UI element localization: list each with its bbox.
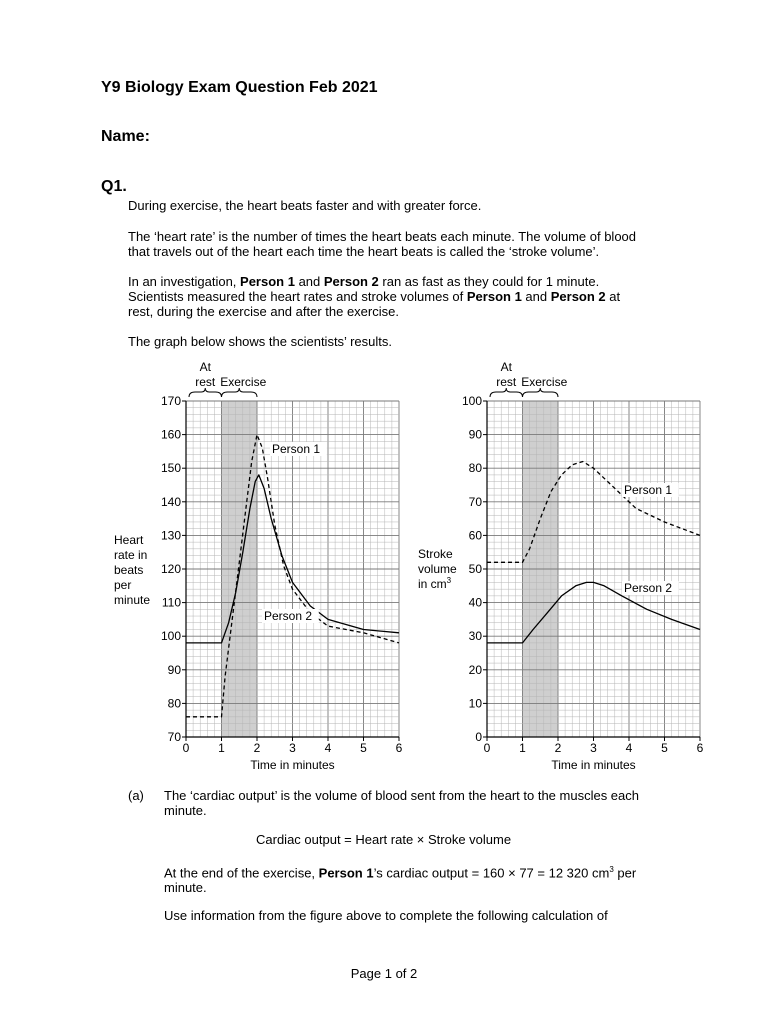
x-tick-label: 4 (324, 741, 332, 755)
text-fragment: at (605, 289, 621, 304)
text-fragment: and (294, 274, 324, 289)
y-axis-label-line: per (114, 578, 132, 592)
cardiac-output-formula: Cardiac output = Heart rate × Stroke volume (256, 832, 512, 847)
x-tick-label: 6 (395, 741, 403, 755)
cubed-superscript: 3 (609, 865, 614, 874)
investigation-line-3: rest, during the exercise and after the exercise. (128, 304, 399, 319)
series-label-2: Person 2 (264, 609, 313, 623)
y-tick-label: 20 (468, 662, 482, 677)
part-a-label: (a) (128, 788, 144, 803)
x-tick-label: 1 (519, 741, 526, 755)
at-rest-label: rest (496, 375, 517, 389)
part-a-line-2: minute. (164, 803, 207, 818)
y-tick-label: 160 (160, 427, 181, 442)
y-tick-label: 50 (468, 562, 482, 576)
x-tick-label: 1 (218, 741, 225, 755)
x-tick-label: 2 (253, 741, 261, 755)
y-tick-label: 90 (468, 427, 482, 442)
at-rest-label: rest (195, 375, 216, 389)
name-label: Name: (101, 128, 150, 145)
y-tick-label: 40 (468, 595, 482, 610)
y-tick-label: 110 (161, 595, 181, 610)
y-tick-label: 10 (468, 696, 482, 711)
series-label-2: Person 2 (624, 581, 673, 595)
y-tick-label: 60 (468, 528, 482, 543)
x-tick-label: 0 (483, 741, 491, 755)
y-tick-label: 80 (167, 696, 181, 711)
y-tick-label: 100 (461, 394, 482, 408)
exercise-brace (523, 388, 559, 397)
y-tick-label: 80 (468, 461, 482, 476)
at-rest-brace (189, 388, 222, 397)
y-tick-label: 170 (160, 394, 181, 408)
x-tick-label: 3 (590, 741, 597, 755)
y-axis-label-superscript: 3 (446, 576, 452, 585)
y-axis-label-line: volume (418, 562, 457, 576)
exercise-label: Exercise (521, 375, 568, 389)
text-fragment: Scientists measured the heart rates and stroke volumes of (128, 289, 467, 304)
exercise-label: Exercise (220, 375, 267, 389)
at-rest-label: At (199, 360, 211, 374)
y-axis-label-line: rate in (114, 548, 148, 562)
results-figure (0, 355, 768, 785)
text-fragment: ran as fast as they could for 1 minute. (378, 274, 600, 289)
y-axis-label-line: beats (114, 563, 144, 577)
definition-paragraph (128, 229, 698, 259)
y-tick-label: 30 (468, 629, 482, 644)
x-tick-label: 2 (554, 741, 562, 755)
stroke-volume-chart (418, 360, 704, 772)
x-tick-label: 6 (696, 741, 704, 755)
calculation-line-1 (164, 862, 704, 880)
text-fragment: and (521, 289, 551, 304)
x-tick-label: 5 (661, 741, 668, 755)
x-tick-label: 0 (182, 741, 190, 755)
page-number: Page 1 of 2 (350, 966, 418, 981)
definition-line-1: The ‘heart rate’ is the number of times the heart beats each minute. The volume of blood (128, 229, 637, 244)
x-axis-label: Time in minutes (551, 758, 636, 772)
y-tick-label: 120 (160, 562, 181, 576)
y-tick-label: 100 (160, 629, 181, 644)
series-label-1: Person 1 (624, 483, 673, 497)
person-1-label: Person 1 (318, 865, 374, 881)
investigation-line-1 (128, 274, 698, 289)
y-tick-label: 90 (167, 662, 181, 677)
use-information-text: Use information from the figure above to complete the following calculation of (164, 908, 608, 923)
y-axis-label-line: Heart (114, 533, 144, 547)
y-tick-label: 0 (475, 730, 482, 744)
person-1-label: Person 1 (240, 274, 295, 289)
person-1-label: Person 1 (466, 289, 522, 304)
y-tick-label: 140 (160, 494, 181, 509)
investigation-paragraph (128, 274, 698, 319)
x-tick-label: 5 (360, 741, 367, 755)
x-axis-label: Time in minutes (250, 758, 335, 772)
person-2-label: Person 2 (550, 289, 606, 304)
exercise-brace (222, 388, 258, 397)
at-rest-label: At (500, 360, 512, 374)
part-a-text (164, 788, 704, 818)
calculation-example (164, 862, 704, 895)
text-fragment: In an investigation, (128, 274, 241, 289)
definition-line-2: that travels out of the heart each time the heart beats is called the ‘stroke volume’. (128, 244, 600, 259)
x-tick-label: 4 (625, 741, 633, 755)
y-tick-label: 130 (160, 528, 181, 543)
question-number: Q1. (101, 178, 127, 195)
graph-intro: The graph below shows the scientists’ results. (128, 334, 392, 349)
text-fragment: per (613, 865, 637, 881)
y-tick-label: 70 (167, 730, 181, 744)
person-2-label: Person 2 (323, 274, 379, 289)
text-fragment: ’s cardiac output = 160 × 77 = 12 320 cm (373, 865, 610, 881)
y-tick-label: 150 (160, 461, 181, 476)
heart-rate-chart (114, 360, 403, 772)
series-label-1: Person 1 (272, 442, 321, 456)
y-tick-label: 70 (468, 494, 482, 509)
text-fragment: At the end of the exercise, (164, 865, 319, 881)
calculation-line-2: minute. (164, 880, 207, 896)
investigation-line-2 (128, 289, 698, 304)
intro-paragraph: During exercise, the heart beats faster and with greater force. (128, 198, 482, 213)
y-axis-label-line: in $cm^3$ (418, 576, 452, 591)
y-axis-label-line: Stroke (418, 547, 453, 561)
at-rest-brace (490, 388, 523, 397)
y-axis-label-line: minute (114, 593, 151, 607)
x-tick-label: 3 (289, 741, 296, 755)
document-title: Y9 Biology Exam Question Feb 2021 (101, 79, 378, 96)
part-a-line-1: The ‘cardiac output’ is the volume of blood sent from the heart to the muscles each (164, 788, 639, 803)
